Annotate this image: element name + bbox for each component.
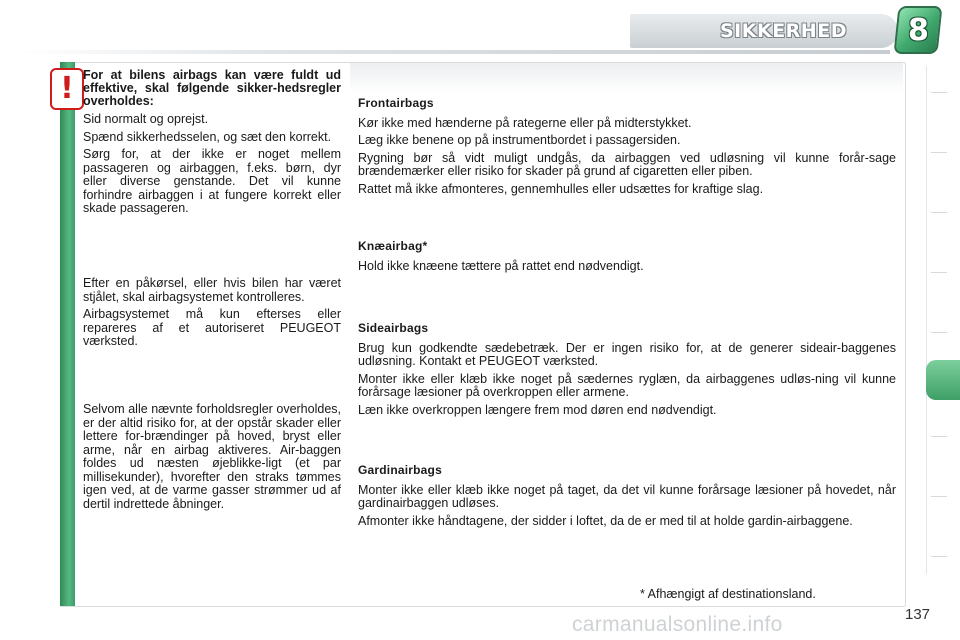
section-title: Sideairbags xyxy=(358,321,429,335)
section-paragraph: Rattet må ikke afmonteres, gennemhulles eller udsættes for kraftige slag. xyxy=(358,181,764,196)
tab-divider xyxy=(931,496,947,497)
left-paragraph: Sid normalt og oprejst. xyxy=(83,112,209,126)
section-knaeairbag xyxy=(358,240,896,277)
section-paragraph: Kør ikke med hænderne på rategerne eller på midterstykket. xyxy=(358,115,692,130)
left-paragraph: Spænd sikkerhedsselen, og sæt den korrekt. xyxy=(83,129,332,144)
watermark: carmanualsonline.info xyxy=(572,613,783,636)
footnote: * Afhængigt af destinationsland. xyxy=(640,587,816,601)
left-column-block-2 xyxy=(83,277,341,353)
chapter-badge xyxy=(893,6,942,54)
left-paragraph: Efter en påkørsel, eller hvis bilen har været stjålet, skal airbagsystemet kontrolleres. xyxy=(83,276,341,304)
section-paragraph: Læg ikke benene op på instrumentbordet i passagersiden. xyxy=(358,133,681,147)
page-title: SIKKERHED xyxy=(720,20,847,42)
left-paragraph: Airbagsystemet må kun efterses eller repareres af et autoriseret PEUGEOT værksted. xyxy=(83,307,341,348)
warning-icon xyxy=(50,68,84,110)
left-column xyxy=(83,69,341,220)
section-gardinairbags xyxy=(358,464,896,532)
left-paragraph: Selvom alle nævnte forholdsregler overholdes, er der altid risiko for, at der opstår skader eller lettere for-brændinger på hoved, bryst eller arme, når en airbag aktiveres. Air-baggen foldes ud næsten øjeblikke-ligt (et par millisekunder), hvorefter den straks tømmes igen ved, at de varme gasser strømmer ud af dertil indrettede åbninger. xyxy=(83,402,341,511)
tab-divider xyxy=(931,556,947,557)
section-paragraph: Monter ikke eller klæb ikke noget på sædernes ryglæn, da airbaggenes udløs-ning vil kunne forårsage læsioner på overkroppen eller armene. xyxy=(358,371,896,399)
section-title: Gardinairbags xyxy=(358,463,442,477)
chapter-tab-strip xyxy=(926,66,949,574)
header-shade xyxy=(350,63,903,93)
section-paragraph: Hold ikke knæene tættere på rattet end nødvendigt. xyxy=(358,258,644,273)
left-paragraph: Sørg for, at der ikke er noget mellem passageren og airbaggen, f.eks. børn, dyr eller diverse genstande. Det vil kunne forhindre airbaggen i at fungere korrekt eller skade passageren. xyxy=(83,147,341,215)
tab-divider xyxy=(931,436,947,437)
section-paragraph: Brug kun godkendte sædebetræk. Der er ingen risiko for, at de generer sideair-baggenes udløsning. Kontakt et PEUGEOT værksted. xyxy=(358,340,896,368)
left-column-block-3 xyxy=(83,403,341,515)
tab-divider xyxy=(931,212,947,213)
left-heading: For at bilens airbags kan være fuldt ud effektive, skal følgende sikker-hedsregler overholdes: xyxy=(83,68,341,108)
warning-stripe xyxy=(60,62,75,606)
header-divider xyxy=(20,50,890,54)
section-title: Frontairbags xyxy=(358,96,434,110)
section-title: Knæairbag* xyxy=(358,239,428,253)
tab-divider xyxy=(931,152,947,153)
chapter-number: 8 xyxy=(907,12,929,48)
section-paragraph: Monter ikke eller klæb ikke noget på taget, da det vil kunne forårsage læsioner på hovedet, når gardinairbaggen udløses. xyxy=(358,482,896,510)
active-chapter-tab xyxy=(926,360,960,400)
section-frontairbags xyxy=(358,97,896,200)
section-sideairbags xyxy=(358,322,896,421)
section-paragraph: Rygning bør så vidt muligt undgås, da airbaggen ved udløsning vil kunne forår-sage brændemærker eller risiko for skader på grund af cigaretten eller piben. xyxy=(358,150,896,178)
section-paragraph: Afmonter ikke håndtagene, der sidder i loftet, da de er med til at holde gardin-airbaggene. xyxy=(358,513,853,528)
section-paragraph: Læn ikke overkroppen længere frem mod døren end nødvendigt. xyxy=(358,402,717,417)
tab-divider xyxy=(931,332,947,333)
warning-symbol: ! xyxy=(60,71,74,106)
tab-divider xyxy=(931,272,947,273)
page-number: 137 xyxy=(905,606,931,623)
tab-divider xyxy=(931,92,947,93)
